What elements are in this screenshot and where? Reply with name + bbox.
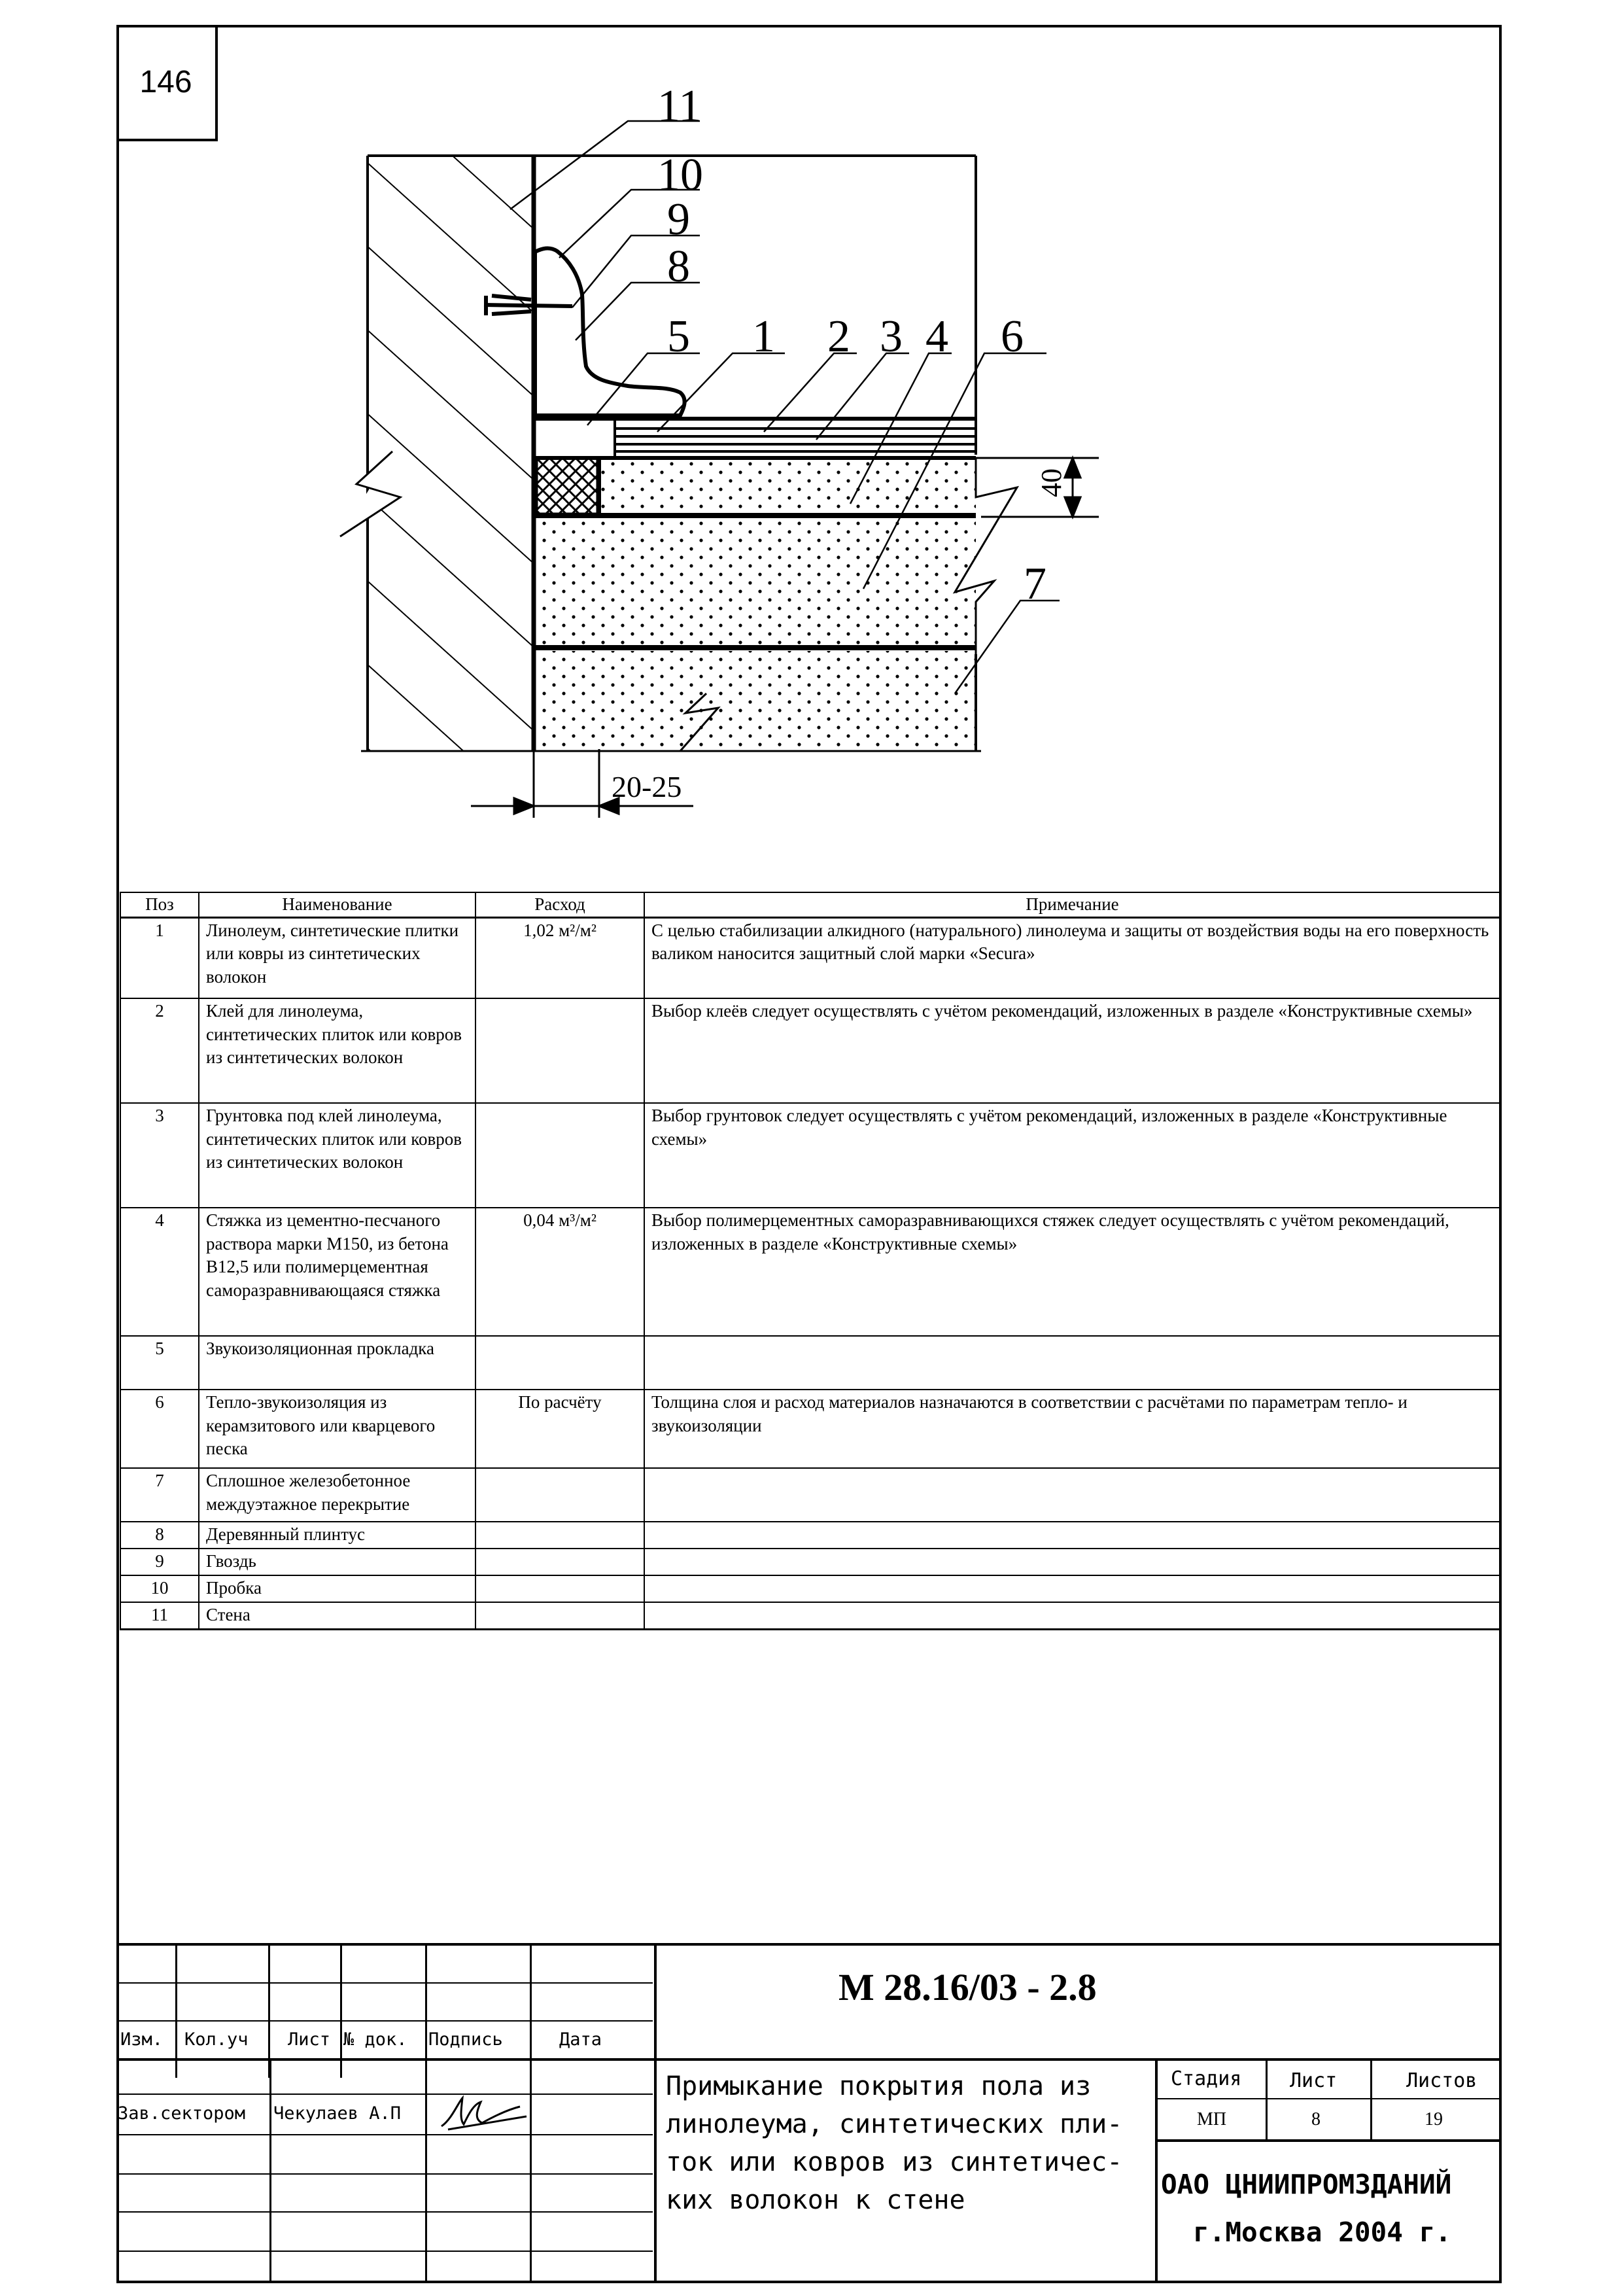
title-line-1: Примыкание покрытия пола из (666, 2071, 1092, 2101)
section-drawing (0, 0, 1624, 890)
document-code: М 28.16/03 - 2.8 (838, 1966, 1097, 2008)
sheets-label: Листов (1406, 2069, 1477, 2092)
sound-pad (536, 458, 598, 514)
callout-9: 9 (667, 194, 690, 245)
title-line-3: ток или ковров из синтетичес- (666, 2147, 1123, 2177)
table-row: 4 Стяжка из цементно-песчаного раствора марки М150, из бетона В12,5 или полимерцементная саморазравнивающаяся стяжка 0,04 м³/м² Выбор полимерцементных саморазравнивающихся стяжек следует осуществлять с учётом рекомендаций, изложенных в разделе «Конструктивные схемы» (120, 1208, 1500, 1336)
spec-header-row (120, 892, 1500, 917)
table-row: 10 Пробка (120, 1575, 1500, 1602)
callout-7: 7 (1024, 559, 1046, 609)
table-row: 9 Гвоздь (120, 1549, 1500, 1575)
hdr-date: Дата (559, 2029, 602, 2050)
table-row: 6 Тепло-звукоизоляция из керамзитового или кварцевого песка По расчёту Толщина слоя и расход материалов назначаются в соответствии с расчётами по параметрам тепло- и звукоизоляции (120, 1390, 1500, 1468)
floor-slab (536, 651, 976, 751)
callout-3: 3 (880, 311, 903, 362)
callout-2: 2 (827, 311, 850, 362)
callout-4: 4 (925, 311, 948, 362)
sheet-value: 8 (1311, 2109, 1321, 2129)
city-year: г.Москва 2004 г. (1193, 2216, 1451, 2248)
wall (340, 156, 534, 751)
linoleum-layers (534, 419, 976, 458)
table-row: 3 Грунтовка под клей линолеума, синтетических плиток или ковров из синтетических волокон Выбор грунтовок следует осуществлять с учётом рекомендаций, изложенных в разделе «Конструктивные схемы» (120, 1103, 1500, 1208)
stage-value: МП (1197, 2109, 1227, 2129)
title-line-4: ких волокон к стене (666, 2185, 965, 2215)
table-row: 11 Стена (120, 1602, 1500, 1629)
skirting-board (535, 248, 685, 415)
signature (435, 2090, 533, 2136)
col-name: Наименование (199, 892, 475, 917)
dimension-40-label: 40 (1035, 468, 1067, 497)
screed-layer (534, 458, 976, 516)
hdr-kol-uch: Кол.уч (184, 2029, 249, 2050)
position-label: Зав.сектором (118, 2103, 246, 2124)
hdr-doc-no: № док. (343, 2029, 407, 2050)
callout-5: 5 (667, 311, 690, 362)
callout-8: 8 (667, 241, 690, 292)
table-row: 5 Звукоизоляционная прокладка (120, 1336, 1500, 1390)
col-pos: Поз (120, 892, 199, 917)
organization: ОАО ЦНИИПРОМЗДАНИЙ (1161, 2169, 1452, 2200)
specification-table (120, 892, 1501, 1630)
table-row: 2 Клей для линолеума, синтетических плиток или ковров из синтетических волокон Выбор клеёв следует осуществлять с учётом рекомендаций, изложенных в разделе «Конструктивные схемы» (120, 998, 1500, 1103)
dimension-20-25-label: 20-25 (612, 770, 682, 803)
hdr-signature: Подпись (428, 2029, 503, 2050)
table-row: 1 Линолеум, синтетические плитки или ковры из синтетических волокон 1,02 м²/м² С целью стабилизации алкидного (натурального) линолеума и защиты от воздействия воды на его поверхность валиком наносится защитный слой марки «Secura» (120, 917, 1500, 998)
page-number: 146 (116, 25, 218, 141)
col-note: Примечание (644, 892, 1500, 917)
title-line-2: линолеума, синтетических пли- (666, 2109, 1123, 2139)
callout-6: 6 (1001, 311, 1024, 362)
callout-1: 1 (752, 311, 775, 362)
person-name: Чекулаев А.П (273, 2103, 402, 2124)
callout-11: 11 (657, 81, 702, 131)
hdr-list: Лист (288, 2029, 331, 2050)
callout-10: 10 (657, 150, 703, 200)
col-usage: Расход (475, 892, 644, 917)
table-row: 8 Деревянный плинтус (120, 1522, 1500, 1549)
insulation-layer (534, 516, 976, 648)
sheet-label: Лист (1290, 2069, 1338, 2092)
hdr-izm: Изм. (120, 2029, 164, 2050)
table-row: 7 Сплошное железобетонное междуэтажное перекрытие (120, 1468, 1500, 1522)
stage-label: Стадия (1171, 2067, 1242, 2090)
sheets-value: 19 (1425, 2109, 1443, 2129)
